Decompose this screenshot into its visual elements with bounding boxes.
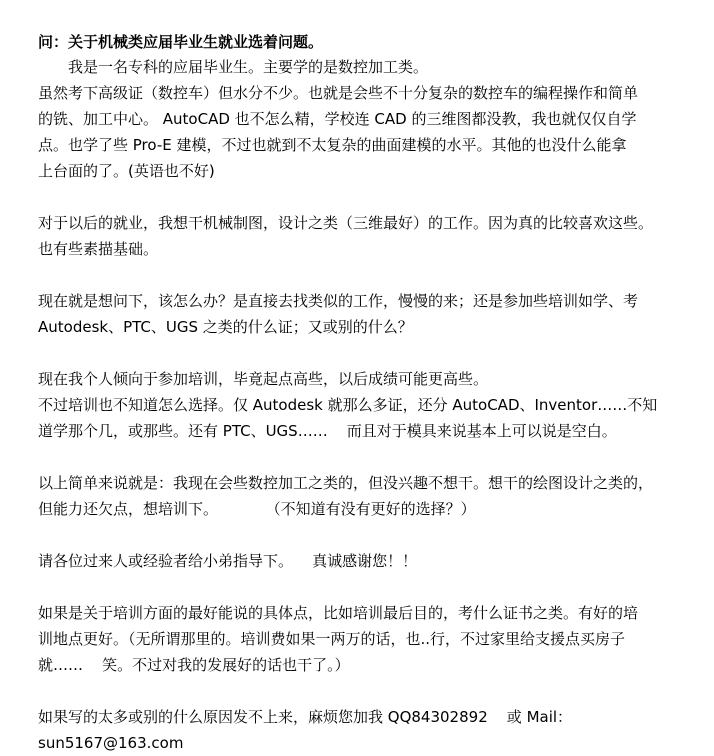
intro-line: 我是一名专科的应届毕业生。主要学的是数控加工类。 [68, 58, 429, 76]
summary-line-2: 但能力还欠点，想培训下。 （不知道有没有更好的选择？） [38, 500, 476, 518]
question-title: 问：关于机械类应届毕业生就业选着问题。 [38, 33, 324, 51]
question-line-2: Autodesk、PTC、UGS 之类的什么证；又或别的什么？ [38, 318, 413, 336]
question-line-1: 现在就是想问下，该怎么办？是直接去找类似的工作，慢慢的来；还是参加些培训如学、考 [38, 292, 639, 310]
request-line-3: 就…… 笑。不过对我的发展好的话也干了。） [38, 656, 350, 674]
skills-line-4: 上台面的了。(英语也不好) [38, 162, 215, 180]
request-line-1: 如果是关于培训方面的最好能说的具体点，比如培训最后目的，考什么证书之类。有好的培 [38, 604, 639, 622]
summary-line-1: 以上简单来说就是：我现在会些数控加工之类的，但没兴趣不想干。想干的绘图设计之类的， [38, 474, 654, 492]
paragraph-gap [38, 184, 678, 210]
document-body [38, 30, 678, 756]
skills-line-1: 虽然考下高级证（数控车）但水分不少。也就是会些不十分复杂的数控车的编程操作和简单 [38, 84, 639, 102]
paragraph-gap [38, 444, 678, 470]
skills-line-3: 点。也学了些 Pro-E 建模，不过也就到不太复杂的曲面建模的水平。其他的也没什么能拿 [38, 136, 627, 154]
request-line-2: 训地点更好。（无所谓那里的。培训费如果一两万的话，也..行，不过家里给支援点买房子 [38, 630, 626, 648]
training-line-1: 现在我个人倾向于参加培训，毕竟起点高些，以后成绩可能更高些。 [38, 370, 489, 388]
paragraph-gap [38, 574, 678, 600]
paragraph-gap [38, 340, 678, 366]
career-line-1: 对于以后的就业，我想干机械制图，设计之类（三维最好）的工作。因为真的比较喜欢这些。 [38, 214, 654, 232]
skills-line-2: 的铣、加工中心。 AutoCAD 也不怎么精，学校连 CAD 的三维图都没教，我也就仅仅自学 [38, 110, 637, 128]
training-line-3: 道学那个几，或那些。还有 PTC、UGS…… 而且对于模具来说基本上可以说是空白。 [38, 422, 617, 440]
paragraph-gap [38, 262, 678, 288]
contact-line: 如果写的太多或别的什么原因发不上来，麻烦您加我 QQ84302892 或 Mail： [38, 708, 573, 726]
contact-email: sun5167@163.com [38, 734, 184, 752]
training-line-2: 不过培训也不知道怎么选择。仅 Autodesk 就那么多证，还分 AutoCAD、Inventor……不知 [38, 396, 658, 414]
paragraph-gap [38, 678, 678, 704]
thanks-line: 请各位过来人或经验者给小弟指导下。 真诚感谢您！！ [38, 552, 418, 570]
career-line-2: 也有些素描基础。 [38, 240, 159, 258]
paragraph-gap [38, 522, 678, 548]
